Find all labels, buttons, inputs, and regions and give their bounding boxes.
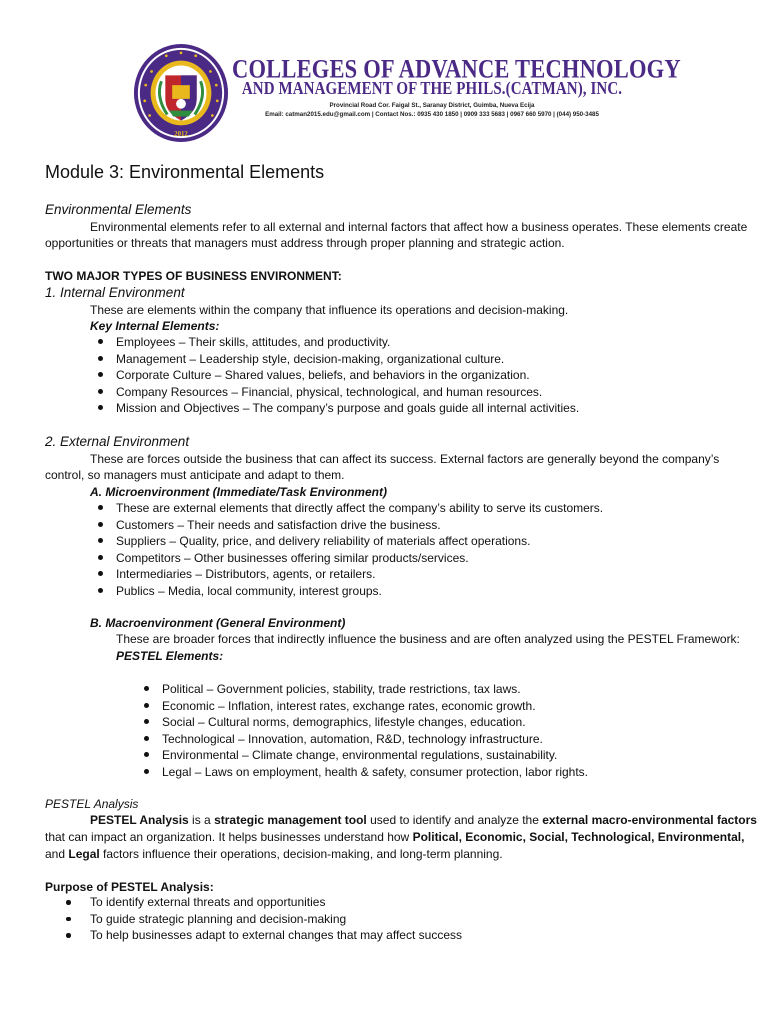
list-item: Corporate Culture – Shared values, beliefs, and behaviors in the organization.	[116, 367, 579, 384]
list-item: Management – Leadership style, decision-making, organizational culture.	[116, 351, 579, 368]
list-item: Customers – Their needs and satisfaction drive the business.	[116, 517, 603, 534]
bullet-icon	[66, 900, 71, 905]
purpose-list	[90, 894, 462, 944]
bullet-icon	[144, 769, 149, 774]
bullet-icon	[98, 389, 103, 394]
list-item: Competitors – Other businesses offering similar products/services.	[116, 550, 603, 567]
bullet-icon	[144, 686, 149, 691]
internal-heading: 1. Internal Environment	[45, 285, 185, 300]
list-item: Technological – Innovation, automation, R&D, technology infrastructure.	[162, 731, 588, 748]
list-item: Employees – Their skills, attitudes, and productivity.	[116, 334, 579, 351]
pestel-analysis-line3: and Legal factors influence their operations, decision-making, and long-term planning.	[45, 847, 503, 861]
bullet-icon	[98, 555, 103, 560]
pestel-analysis-heading: PESTEL Analysis	[45, 797, 139, 811]
list-item: Economic – Inflation, interest rates, exchange rates, economic growth.	[162, 698, 588, 715]
list-item: Legal – Laws on employment, health & safety, consumer protection, labor rights.	[162, 764, 588, 781]
key-internal-heading: Key Internal Elements:	[90, 319, 220, 333]
list-item: These are external elements that directly affect the company’s ability to serve its customers.	[116, 500, 603, 517]
intro-heading: Environmental Elements	[45, 202, 192, 217]
pestel-elements-heading: PESTEL Elements:	[116, 649, 224, 663]
list-item: Company Resources – Financial, physical, technological, and human resources.	[116, 384, 579, 401]
internal-description: These are elements within the company that influence its operations and decision-making.	[90, 303, 569, 317]
macroenvironment-description: These are broader forces that indirectly influence the business and are often analyzed using the PESTEL Framework:	[116, 632, 740, 646]
major-types-heading: TWO MAJOR TYPES OF BUSINESS ENVIRONMENT:	[45, 269, 342, 283]
seal-year: 2012	[174, 131, 188, 139]
module-title: Module 3: Environmental Elements	[45, 162, 325, 182]
bullet-icon	[144, 719, 149, 724]
intro-paragraph-line1: Environmental elements refer to all external and internal factors that affect how a business operates. These elements create	[90, 220, 748, 234]
bullet-icon	[98, 522, 103, 527]
list-item: To identify external threats and opportunities	[90, 894, 462, 911]
school-seal-logo	[132, 42, 230, 144]
list-item: To help businesses adapt to external changes that may affect success	[90, 927, 462, 944]
microenvironment-list	[116, 500, 603, 600]
purpose-heading: Purpose of PESTEL Analysis:	[45, 880, 214, 894]
list-item: Publics – Media, local community, interest groups.	[116, 583, 603, 600]
internal-elements-list	[116, 334, 579, 417]
school-name-line1: COLLEGES OF ADVANCE TECHNOLOGY	[232, 54, 681, 84]
school-name-line2: AND MANAGEMENT OF THE PHILS.(CATMAN), INC.	[241, 80, 623, 99]
microenvironment-heading: A. Microenvironment (Immediate/Task Environment)	[90, 485, 387, 499]
pestel-elements-list	[162, 681, 588, 781]
intro-paragraph-line2: opportunities or threats that managers must address through proper planning and strategic action.	[45, 236, 565, 250]
bullet-icon	[98, 405, 103, 410]
school-contact: Email: catman2015.edu@gmail.com | Contact Nos.: 0935 430 1850 | 0909 333 5683 | 0967 660 5970 | (044) 950-3485	[265, 111, 599, 118]
list-item: Intermediaries – Distributors, agents, or retailers.	[116, 566, 603, 583]
bullet-icon	[66, 917, 71, 922]
letterhead	[132, 40, 681, 150]
bullet-icon	[144, 736, 149, 741]
pestel-analysis-line1: PESTEL Analysis is a strategic management tool used to identify and analyze the external macro-environmental factors	[90, 813, 757, 827]
list-item: Social – Cultural norms, demographics, lifestyle changes, education.	[162, 714, 588, 731]
bullet-icon	[144, 752, 149, 757]
bullet-icon	[66, 933, 71, 938]
macroenvironment-heading: B. Macroenvironment (General Environment)	[90, 616, 346, 630]
pestel-analysis-line2: that can impact an organization. It helps businesses understand how Political, Economic, Social, Technological, Environmental,	[45, 830, 745, 844]
list-item: Mission and Objectives – The company’s purpose and goals guide all internal activities.	[116, 400, 579, 417]
bullet-icon	[98, 372, 103, 377]
list-item: Environmental – Climate change, environmental regulations, sustainability.	[162, 747, 588, 764]
external-heading: 2. External Environment	[45, 434, 190, 449]
external-description-line1: These are forces outside the business that can affect its success. External factors are generally beyond the company’s	[90, 452, 720, 466]
school-address: Provincial Road Cor. Faigal St., Saranay District, Guimba, Nueva Ecija	[329, 102, 535, 109]
bullet-icon	[98, 505, 103, 510]
list-item: Suppliers – Quality, price, and delivery reliability of materials affect operations.	[116, 533, 603, 550]
bullet-icon	[98, 356, 103, 361]
bullet-icon	[98, 588, 103, 593]
list-item: Political – Government policies, stability, trade restrictions, tax laws.	[162, 681, 588, 698]
bullet-icon	[144, 703, 149, 708]
external-description-line2: control, so managers must anticipate and adapt to them.	[45, 468, 345, 482]
bullet-icon	[98, 538, 103, 543]
bullet-icon	[98, 571, 103, 576]
bullet-icon	[98, 339, 103, 344]
list-item: To guide strategic planning and decision-making	[90, 911, 462, 928]
